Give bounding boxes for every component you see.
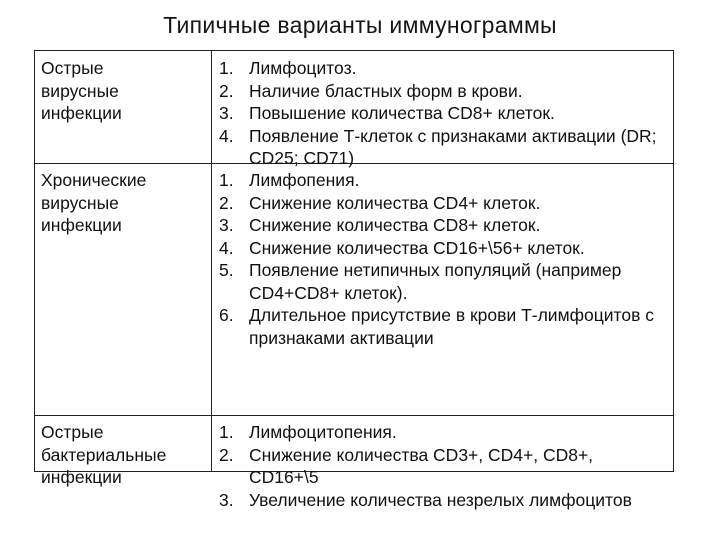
item-number: 1. bbox=[219, 58, 234, 78]
item-number: 6. bbox=[219, 305, 234, 325]
item-number: 2. bbox=[219, 80, 234, 101]
item-number: 3. bbox=[219, 103, 234, 123]
list-item bbox=[219, 421, 667, 444]
immunogram-table bbox=[34, 50, 674, 510]
item-number: 1. bbox=[219, 170, 234, 190]
category-cell: Острые вирусные инфекции bbox=[41, 58, 122, 123]
category-cell: Острые бактериальные инфекции bbox=[41, 422, 167, 487]
item-number: 1. bbox=[219, 422, 234, 442]
item-text: Увеличение количества незрелых лимфоцитов bbox=[249, 489, 632, 510]
item-text: Лимфоцитоз. bbox=[249, 58, 357, 78]
item-text: Появление нетипичных популяций (например CD4+CD8+ клеток). bbox=[249, 260, 622, 303]
item-number: 4. bbox=[219, 125, 234, 146]
item-text: Снижение количества CD3+, CD4+, CD8+, CD16+\5 bbox=[249, 444, 594, 487]
table-row bbox=[35, 163, 673, 416]
list-item bbox=[219, 192, 667, 215]
item-list bbox=[219, 57, 667, 170]
list-item bbox=[219, 57, 667, 80]
list-item bbox=[219, 259, 667, 304]
item-text: Появление Т-клеток с признаками активации (DR; CD25; CD71) bbox=[249, 125, 657, 168]
column-divider bbox=[211, 163, 212, 415]
list-item bbox=[219, 237, 667, 260]
item-number: 2. bbox=[219, 192, 234, 213]
list-item bbox=[219, 489, 667, 512]
list-item bbox=[219, 304, 667, 349]
item-number: 3. bbox=[219, 215, 234, 235]
item-list bbox=[219, 421, 667, 511]
list-item bbox=[219, 169, 667, 192]
item-list bbox=[219, 169, 667, 349]
item-number: 3. bbox=[219, 489, 234, 510]
category-cell: Хронические вирусные инфекции bbox=[41, 170, 147, 235]
item-text: Наличие бластных форм в крови. bbox=[249, 80, 523, 101]
item-text: Повышение количества CD8+ клеток. bbox=[249, 103, 555, 123]
item-text: Лимфопения. bbox=[249, 170, 360, 190]
item-text: Снижение количества CD4+ клеток. bbox=[249, 192, 541, 213]
list-item bbox=[219, 214, 667, 237]
list-item bbox=[219, 444, 667, 489]
item-number: 2. bbox=[219, 444, 234, 465]
item-text: Лимфоцитопения. bbox=[249, 422, 397, 442]
item-number: 5. bbox=[219, 260, 234, 280]
item-text: Снижение количества CD16+\56+ клеток. bbox=[249, 237, 585, 258]
column-divider bbox=[211, 51, 212, 163]
list-item bbox=[219, 80, 667, 103]
page-title: Типичные варианты иммунограммы bbox=[163, 12, 557, 38]
column-divider bbox=[211, 415, 212, 471]
table-row bbox=[35, 51, 673, 168]
table-row bbox=[35, 415, 673, 510]
item-text: Длительное присутствие в крови Т-лимфоцитов с признаками активации bbox=[249, 305, 655, 348]
item-text: Снижение количества CD8+ клеток. bbox=[249, 215, 541, 235]
list-item bbox=[219, 102, 667, 125]
item-number: 4. bbox=[219, 237, 234, 258]
